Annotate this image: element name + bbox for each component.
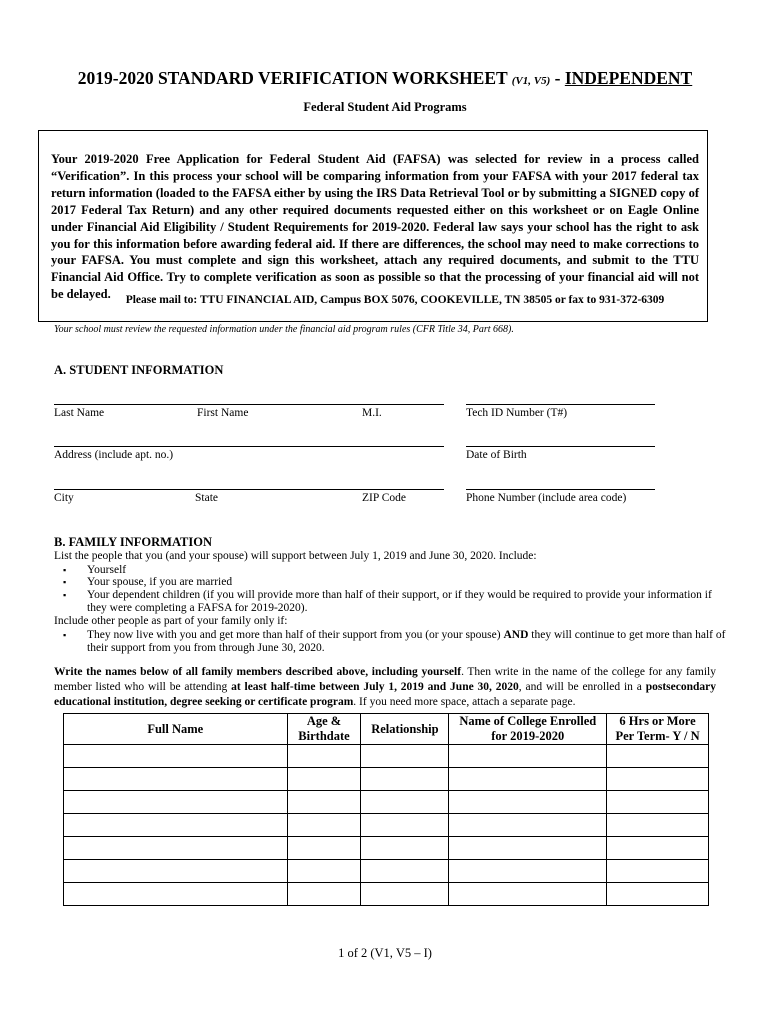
bullet-icon: ▪ [63,565,67,575]
bullet-other-cont: their support from you from through June 30, 2020. [87,642,325,654]
city-label: City [54,492,74,504]
bullet-icon: ▪ [63,630,67,640]
col-full-name: Full Name [64,714,288,745]
table-row [64,814,709,837]
bullet-other: They now live with you and get more than half of their support from you (or your spouse) AND they will continue to get more than half of [87,629,726,641]
col-college: Name of College Enrolled for 2019-2020 [449,714,607,745]
phone-label: Phone Number (include area code) [466,492,627,504]
table-row [64,837,709,860]
col-age: Age & Birthdate [287,714,361,745]
first-name-label: First Name [197,407,249,419]
col-hours: 6 Hrs or More Per Term- Y / N [607,714,709,745]
address-label: Address (include apt. no.) [54,449,174,461]
state-label: State [195,492,218,504]
bullet-yourself: Yourself [87,564,127,576]
mi-label: M.I. [362,407,382,419]
table-row [64,745,709,768]
family-table [63,713,709,906]
table-row [64,883,709,906]
section-b-heading: B. FAMILY INFORMATION [54,535,212,549]
mail-address: Please mail to: TTU FINANCIAL AID, Campus BOX 5076, COOKEVILLE, TN 38505 or fax to 931-372-6309 [125,294,665,306]
name-line[interactable] [54,404,444,405]
last-name-label: Last Name [54,407,105,419]
bullet-children: Your dependent children (if you will provide more than half of their support, or if they would be required to provide your information if [87,589,712,601]
include-other: Include other people as part of your family only if: [54,615,288,627]
bullet-spouse: Your spouse, if you are married [87,576,233,588]
bullet-icon: ▪ [63,590,67,600]
dob-label: Date of Birth [466,449,527,461]
address-line[interactable] [54,446,444,447]
section-a-heading: A. STUDENT INFORMATION [54,363,224,377]
tech-id-label: Tech ID Number (T#) [466,407,568,419]
table-row [64,768,709,791]
page-subtitle: Federal Student Aid Programs [303,100,467,114]
phone-line[interactable] [466,489,655,490]
bullet-children-cont: they were completing a FAFSA for 2019-2020). [87,602,308,614]
table-row [64,860,709,883]
tech-id-line[interactable] [466,404,655,405]
review-note: Your school must review the requested information under the financial aid program rules (CFR Title 34, Part 668). [54,324,514,335]
page-number: 1 of 2 (V1, V5 – I) [338,946,432,960]
table-row [64,791,709,814]
family-intro: List the people that you (and your spouse) will support between July 1, 2019 and June 30, 2020. Include: [54,550,537,562]
city-state-zip-line[interactable] [54,489,444,490]
dob-line[interactable] [466,446,655,447]
bullet-icon: ▪ [63,577,67,587]
write-instructions: Write the names below of all family members described above, including yourself. Then write in the name of the college for any family member listed who will be attending at least half-time between July 1, 2019 and June 30, 2020, and will be enrolled in a postsecondary educational institution, degree seeking or certificate program. If you need more space, attach a separate page. [54,666,717,708]
col-relationship: Relationship [361,714,449,745]
zip-label: ZIP Code [362,492,406,504]
table-header-row [64,714,709,745]
intro-text: Your 2019-2020 Free Application for Federal Student Aid (FAFSA) was selected for review in a process called “Verification”. In this process your school will be comparing information from your FAFSA with your 2017 federal tax return information (loaded to the FAFSA either by using the IRS Data Retrieval Tool or by submitting a SIGNED copy of 2017 Federal Tax Return) and any other required documents requested either on this worksheet or on Eagle Online under Financial Aid Eligibility / Student Requirements for 2019-2020. Federal law says your school has the right to ask you for this information before awarding federal aid. If there are differences, the school may need to make corrections to your FAFSA. You must complete and sign this worksheet, attach any required documents, and submit to the TTU Financial Aid Office. Try to complete verification as soon as possible so that the processing of your financial aid will not be delayed. [51,152,699,302]
page-title: 2019-2020 STANDARD VERIFICATION WORKSHEET (V1, V5) - INDEPENDENT [77,68,693,88]
